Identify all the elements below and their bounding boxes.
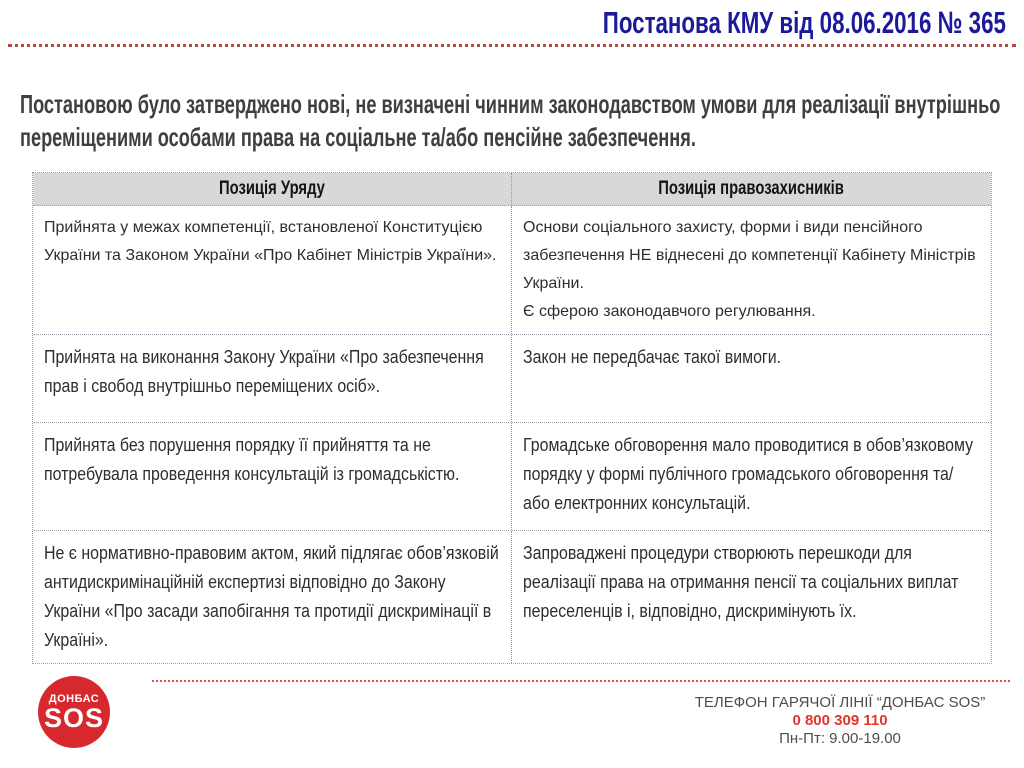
cell-text: Основи соціального захисту, форми і види пенсійного забезпечення НЕ віднесені до компетенції Кабінету Міністрів України. bbox=[523, 219, 976, 292]
cell-government bbox=[33, 531, 512, 663]
comparison-table bbox=[32, 172, 992, 664]
cell-defenders bbox=[512, 335, 991, 422]
column-header-defenders: Позиція правозахисників bbox=[658, 178, 845, 199]
page-title bbox=[446, 5, 1006, 41]
page-title-text: Постанова КМУ від 08.06.2016 № 365 bbox=[602, 5, 1006, 40]
cell-text: Запроваджені процедури створюють перешкоди для реалізації права на отримання пенсії та соціальних виплат переселенців і, відповідно, дискримінують їх. bbox=[523, 543, 959, 621]
cell-text: Є сферою законодавчого регулювання. bbox=[523, 303, 816, 320]
cell-text: Прийнята без порушення порядку її прийняття та не потребувала проведення консультацій із громадськістю. bbox=[44, 435, 460, 484]
intro-paragraph bbox=[20, 88, 1012, 154]
cell-text: Прийнята у межах компетенції, встановленої Конституцією України та Законом України «Про Кабінет Міністрів України». bbox=[44, 219, 497, 264]
table-row bbox=[33, 423, 991, 531]
cell-text: Не є нормативно-правовим актом, який підлягає обов’язковій антидискримінаційній експертизі відповідно до Закону України «Про засади запобігання та протидії дискримінації в Україні». bbox=[44, 543, 499, 650]
cell-text: Закон не передбачає такої вимоги. bbox=[523, 347, 782, 367]
cell-text: Громадське обговорення мало проводитися в обов’язковому порядку у формі публічного громадського обговорення та/або електронних консультацій. bbox=[523, 435, 974, 513]
hotline-label: ТЕЛЕФОН ГАРЯЧОЇ ЛІНІЇ “ДОНБАС SOS” bbox=[694, 694, 986, 711]
footer-dotted-divider bbox=[152, 680, 1010, 682]
logo-text-top: ДОНБАС bbox=[48, 692, 100, 705]
cell-government bbox=[33, 206, 512, 334]
top-dotted-divider bbox=[8, 44, 1016, 47]
column-header-government: Позиція Уряду bbox=[33, 173, 512, 205]
table-header-row bbox=[33, 173, 991, 206]
cell-defenders bbox=[512, 531, 991, 663]
intro-text: Постановою було затверджено нові, не визначені чинним законодавством умови для реалізації внутрішньо переміщеними особами права на соціальне та/або пенсійне забезпечення. bbox=[20, 89, 1001, 152]
hotline-hours: Пн-Пт: 9.00-19.00 bbox=[779, 730, 901, 747]
contact-block bbox=[664, 694, 1016, 748]
hotline-phone-number: 0 800 309 110 bbox=[792, 712, 888, 729]
table-row bbox=[33, 531, 991, 663]
cell-government bbox=[33, 423, 512, 530]
cell-defenders bbox=[512, 206, 991, 334]
table-row bbox=[33, 206, 991, 335]
cell-government bbox=[33, 335, 512, 422]
logo-text-main: SOS bbox=[43, 702, 105, 733]
table-row bbox=[33, 335, 991, 423]
cell-defenders bbox=[512, 423, 991, 530]
cell-text: Прийнята на виконання Закону України «Про забезпечення прав і свобод внутрішньо переміщених осіб». bbox=[44, 347, 484, 396]
donbas-sos-logo-icon bbox=[38, 676, 110, 748]
